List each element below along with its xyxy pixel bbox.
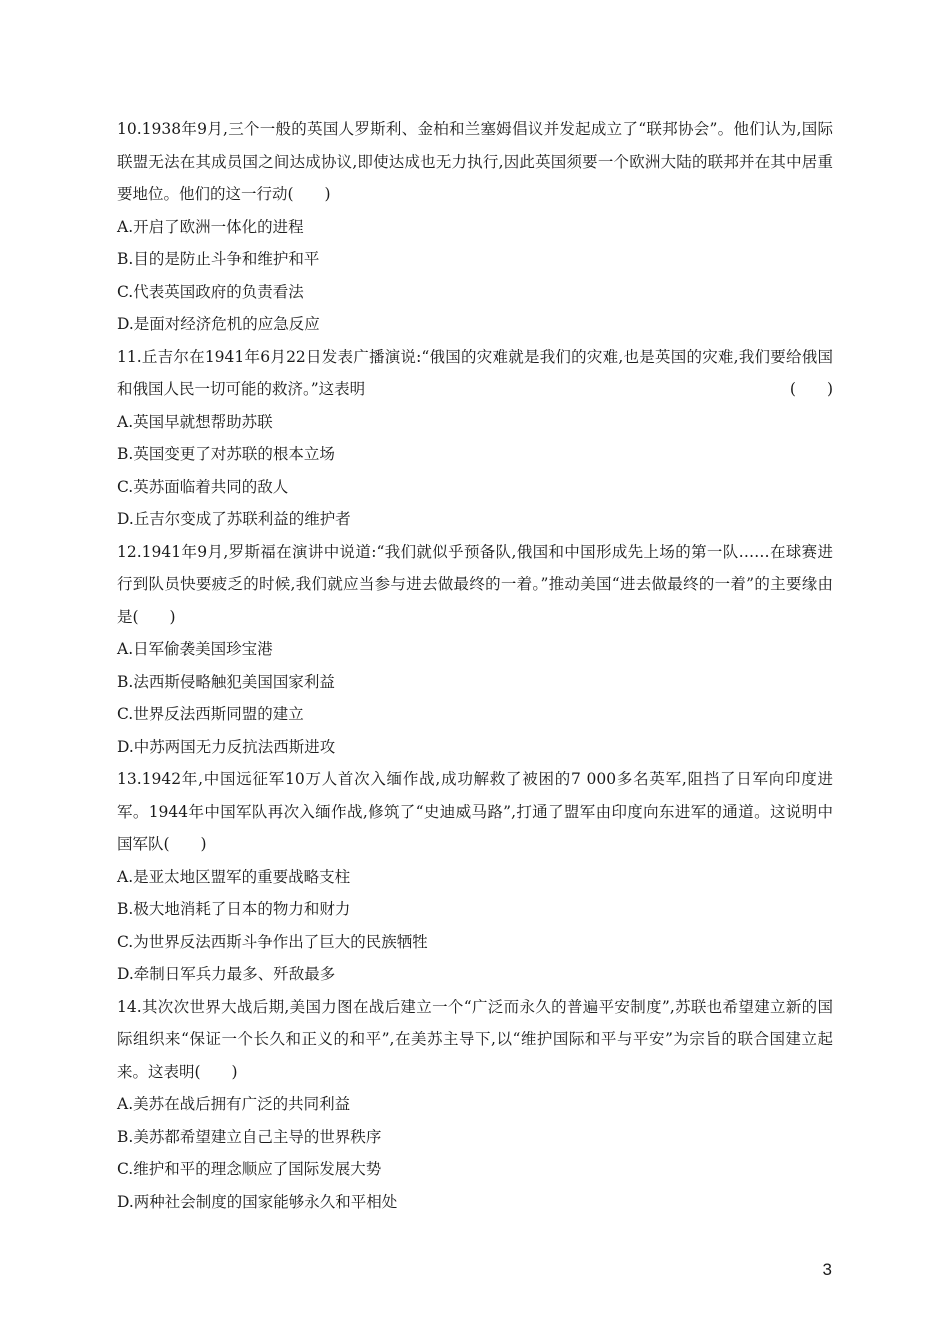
- option-d: D.是面对经济危机的应急反应: [117, 315, 320, 333]
- option-a: A.美苏在战后拥有广泛的共同利益: [117, 1095, 351, 1113]
- option-a: A.开启了欧洲一体化的进程: [117, 217, 304, 236]
- answer-bracket: ( ): [789, 380, 833, 398]
- question-10: [117, 113, 833, 341]
- option-d: D.牵制日军兵力最多、歼敌最多: [117, 965, 336, 983]
- option-a: A.日军偷袭美国珍宝港: [117, 640, 273, 658]
- option-c: C.英苏面临着共同的敌人: [117, 477, 289, 496]
- question-stem: [117, 341, 833, 406]
- option-b: B.美苏都希望建立自己主导的世界秩序: [117, 1127, 382, 1146]
- option-b: B.目的是防止斗争和维护和平: [117, 250, 320, 268]
- page-number: 3: [822, 1260, 832, 1279]
- question-11: [117, 341, 833, 536]
- question-list: [117, 113, 833, 1218]
- question-12: [117, 536, 833, 764]
- option-d: D.中苏两国无力反抗法西斯进攻: [117, 737, 336, 756]
- question-stem-text: 11.丘吉尔在1941年6月22日发表广播演说:“俄国的灾难就是我们的灾难,也是英国的灾难,我们要给俄国和俄国人民一切可能的救济。”这表明: [117, 347, 833, 398]
- question-stem: 13.1942年,中国远征军10万人首次入缅作战,成功解救了被困的7 000多名英军,阻挡了日军向印度进军。1944年中国军队再次入缅作战,修筑了“史迪威马路”,打通了盟军由印度向东进军的通道。这说明中国军队( ): [117, 770, 833, 853]
- option-a: A.英国早就想帮助苏联: [117, 412, 273, 431]
- question-stem: 14.其次次世界大战后期,美国力图在战后建立一个“广泛而永久的普遍平安制度”,苏联也希望建立新的国际组织来“保证一个长久和正义的和平”,在美苏主导下,以“维护国际和平与平安”为宗旨的联合国建立起来。这表明( ): [117, 997, 833, 1081]
- option-b: B.英国变更了对苏联的根本立场: [117, 445, 335, 463]
- option-c: C.世界反法西斯同盟的建立: [117, 705, 304, 723]
- question-stem: 10.1938年9月,三个一般的英国人罗斯利、金柏和兰塞姆倡议并发起成立了“联邦协会”。他们认为,国际联盟无法在其成员国之间达成协议,即使达成也无力执行,因此英国须要一个欧洲大陆的联邦并在其中居重要地位。他们的这一行动( ): [117, 120, 833, 203]
- option-b: B.法西斯侵略触犯美国国家利益: [117, 672, 335, 691]
- option-b: B.极大地消耗了日本的物力和财力: [117, 900, 351, 918]
- question-14: [117, 991, 833, 1219]
- option-c: C.代表英国政府的负责看法: [117, 282, 304, 301]
- option-c: C.维护和平的理念顺应了国际发展大势: [117, 1160, 382, 1178]
- question-13: [117, 763, 833, 991]
- option-d: D.丘吉尔变成了苏联利益的维护者: [117, 510, 351, 528]
- option-c: C.为世界反法西斯斗争作出了巨大的民族牺牲: [117, 932, 428, 951]
- question-stem: 12.1941年9月,罗斯福在演讲中说道:“我们就似乎预备队,俄国和中国形成先上场的第一队……在球赛进行到队员快要疲乏的时候,我们就应当参与进去做最终的一着。”推动美国“进去做最终的一着”的主要缘由是( ): [117, 542, 833, 626]
- option-a: A.是亚太地区盟军的重要战略支柱: [117, 867, 351, 886]
- option-d: D.两种社会制度的国家能够永久和平相处: [117, 1192, 398, 1211]
